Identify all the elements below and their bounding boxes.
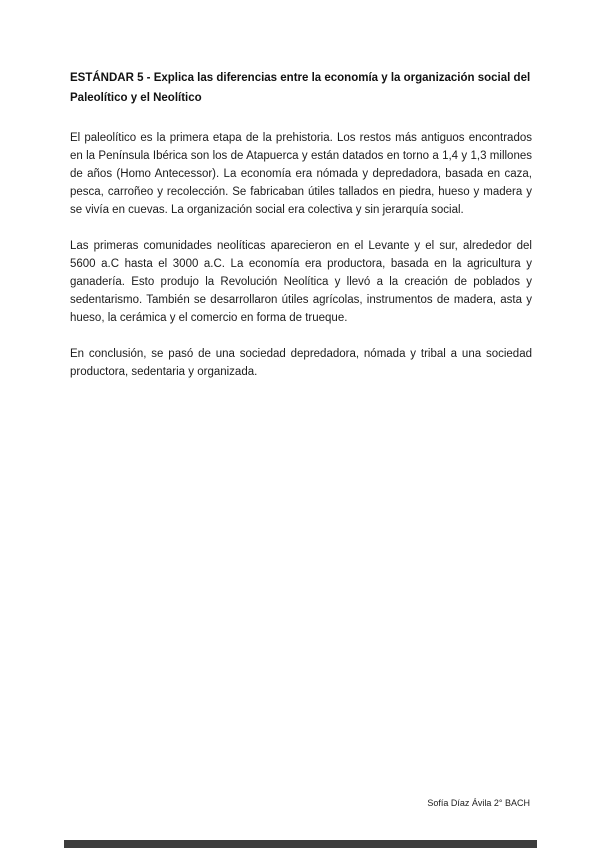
author-footer: Sofía Díaz Ávila 2° BACH <box>427 798 530 808</box>
document-title: ESTÁNDAR 5 - Explica las diferencias entre la economía y la organización social del Paleolítico y el Neolítico <box>70 72 531 105</box>
document-content <box>70 68 532 382</box>
page-bottom-bar <box>64 840 537 848</box>
paragraph-paleolitico: El paleolítico es la primera etapa de la prehistoria. Los restos más antiguos encontrados en la Península Ibérica son los de Atapuerca y están datados en torno a 1,4 y 1,3 millones de años (Homo Antecessor). La economía era nómada y depredadora, basada en caza, pesca, carroñeo y recolección. Se fabricaban útiles tallados en piedra, hueso y madera y se vivía en cuevas. La organización social era colectiva y sin jerarquía social. <box>70 132 532 216</box>
paragraph-conclusion: En conclusión, se pasó de una sociedad depredadora, nómada y tribal a una sociedad productora, sedentaria y organizada. <box>70 348 532 379</box>
paragraph-neolitico: Las primeras comunidades neolíticas aparecieron en el Levante y el sur, alrededor del 5600 a.C hasta el 3000 a.C. La economía era productora, basada en la agricultura y ganadería. Esto produjo la Revolución Neolítica y llevó a la creación de poblados y sedentarismo. También se desarrollaron útiles agrícolas, instrumentos de madera, asta y hueso, la cerámica y el comercio en forma de trueque. <box>70 240 532 324</box>
